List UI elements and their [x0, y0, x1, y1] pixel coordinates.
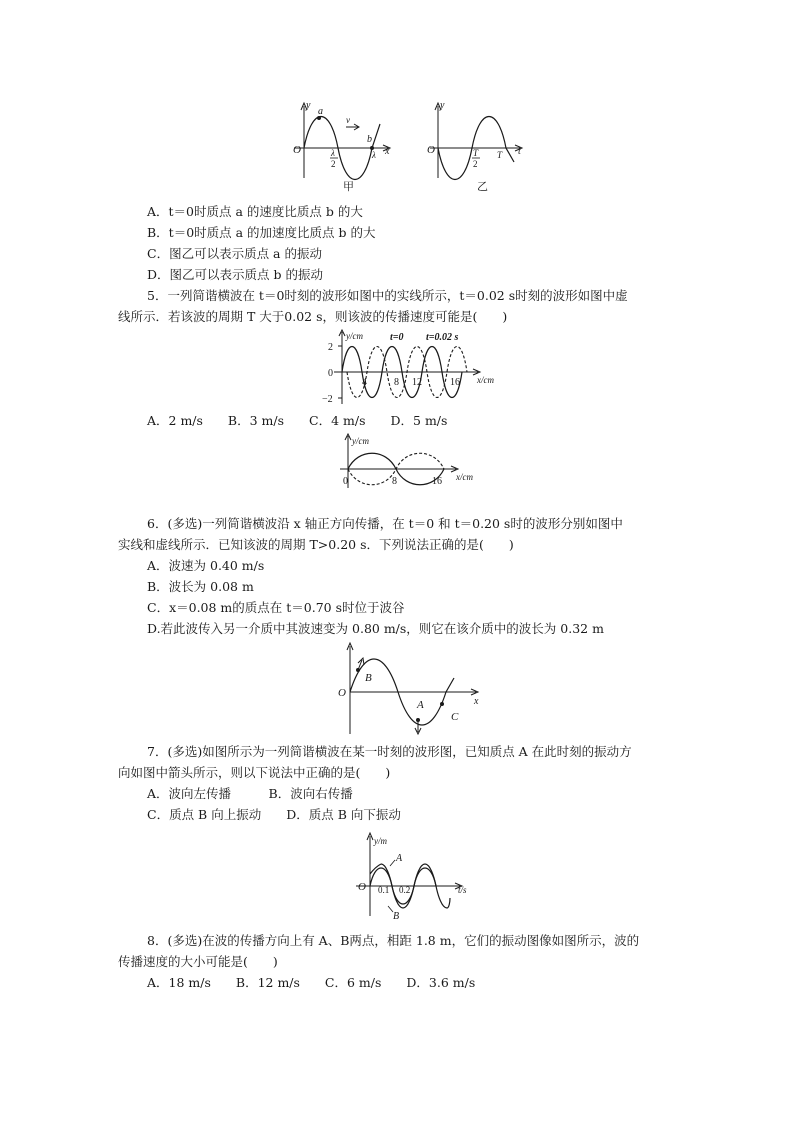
q6-option-a: A．波速为 0.40 m/s: [147, 558, 265, 573]
q6-tick-0: 0: [343, 476, 348, 487]
q8-curve-b-label: B: [393, 911, 400, 922]
q8-stem-line1: 8．(多选)在波的传播方向上有 A、B两点，相距 1.8 m，它们的振动图像如图所示，波的: [147, 933, 640, 948]
q6-option-b: B．波长为 0.08 m: [147, 579, 254, 594]
yi-caption: 乙: [477, 181, 488, 193]
q6-tick-8: 8: [392, 476, 397, 487]
q4-option-b: B．t＝0时质点 a 的加速度比质点 b 的大: [147, 225, 376, 240]
wave-figure-jia: [290, 98, 402, 194]
q8-options: A．18 m/s B．12 m/s C．6 m/s D．3.6 m/s: [147, 975, 476, 990]
q8-tick-02: 0.2: [399, 885, 411, 895]
q4-option-a: A．t＝0时质点 a 的速度比质点 b 的大: [147, 204, 363, 219]
q7-options-ab: A．波向左传播 B．波向右传播: [147, 786, 353, 801]
q4-option-c: C．图乙可以表示质点 a 的振动: [147, 246, 322, 261]
q8-stem-line2: 传播速度的大小可能是( ): [118, 954, 278, 969]
q8-curve-a-label: A: [396, 853, 403, 864]
q4-option-d: D．图乙可以表示质点 b 的振动: [147, 267, 323, 282]
jia-point-b: b: [367, 134, 372, 145]
q7-origin-label: O: [338, 687, 346, 699]
yi-T: T: [497, 150, 503, 160]
yi-y-label: y: [440, 100, 445, 111]
q5-stem-line2: 线所示．若该波的周期 T 大于0.02 s，则该波的传播速度可能是( ): [118, 309, 508, 324]
q8-t-label: t/s: [458, 885, 467, 895]
q6-option-d: D.若此波传入另一介质中其波速变为 0.80 m/s，则它在该介质中的波长为 0.32 m: [147, 621, 604, 636]
q5-tick-2: 2: [328, 342, 333, 353]
q5-options: A．2 m/s B．3 m/s C．4 m/s D．5 m/s: [147, 413, 448, 428]
q8-y-label: y/m: [374, 836, 387, 846]
jia-lambda: λ: [372, 150, 376, 160]
q8-origin-label: O: [358, 881, 366, 893]
jia-v-label: v: [346, 115, 350, 125]
q6-x-label: x/cm: [456, 472, 473, 482]
q7-point-c: C: [451, 711, 459, 723]
q5-x-label: x/cm: [477, 375, 494, 385]
q7-point-a: A: [417, 699, 424, 711]
q5-tick-0: 0: [328, 368, 333, 379]
q8-tick-01: 0.1: [378, 885, 390, 895]
jia-half-lambda-num: λ: [331, 148, 335, 158]
yi-t-label: t: [518, 146, 521, 157]
jia-half-lambda-den: 2: [331, 159, 336, 169]
q6-option-c: C．x＝0.08 m的质点在 t＝0.70 s时位于波谷: [147, 600, 405, 615]
q5-label-t0: t=0: [390, 332, 404, 343]
q7-x-label: x: [474, 696, 479, 707]
q5-tick-x8: 8: [394, 377, 399, 388]
q7-options-cd: C．质点 B 向上振动 D．质点 B 向下振动: [147, 807, 401, 822]
q5-stem-line1: 5．一列简谐横波在 t＝0时刻的波形如图中的实线所示，t＝0.02 s时刻的波形如图中虚: [147, 288, 628, 303]
q6-wave-figure: [328, 432, 488, 494]
jia-origin-label: O: [293, 144, 301, 156]
q5-tick-x4: 4: [362, 377, 367, 388]
q5-wave-figure: [320, 328, 510, 408]
q8-vibration-figure: [350, 830, 480, 920]
q5-label-t002: t=0.02 s: [426, 332, 459, 343]
q5-tick-minus2: −2: [322, 394, 333, 405]
jia-caption: 甲: [343, 181, 354, 193]
yi-half-T-den: 2: [473, 159, 478, 169]
q7-stem-line2: 向如图中箭头所示，则以下说法中正确的是( ): [118, 765, 391, 780]
jia-x-label: x: [385, 146, 390, 157]
vibration-figure-yi: [424, 98, 534, 194]
q6-stem-line1: 6．(多选)一列简谐横波沿 x 轴正方向传播，在 t＝0 和 t＝0.20 s时的波形分别如图中: [147, 516, 623, 531]
q7-wave-figure: [336, 640, 486, 736]
q6-tick-16: 16: [432, 476, 442, 487]
jia-point-a: a: [318, 106, 323, 117]
q6-stem-line2: 实线和虚线所示．已知该波的周期 T>0.20 s．下列说法正确的是( ): [118, 537, 514, 552]
jia-y-label: y: [306, 100, 311, 111]
q5-y-label: y/cm: [346, 331, 363, 341]
yi-origin-label: O: [427, 144, 435, 156]
q7-stem-line1: 7．(多选)如图所示为一列简谐横波在某一时刻的波形图，已知质点 A 在此时刻的振动方: [147, 744, 632, 759]
q5-tick-x12: 12: [412, 377, 422, 388]
yi-half-T-num: T: [473, 148, 479, 158]
q5-tick-x16: 16: [450, 377, 460, 388]
q6-y-label: y/cm: [352, 436, 369, 446]
q7-point-b: B: [365, 672, 372, 684]
